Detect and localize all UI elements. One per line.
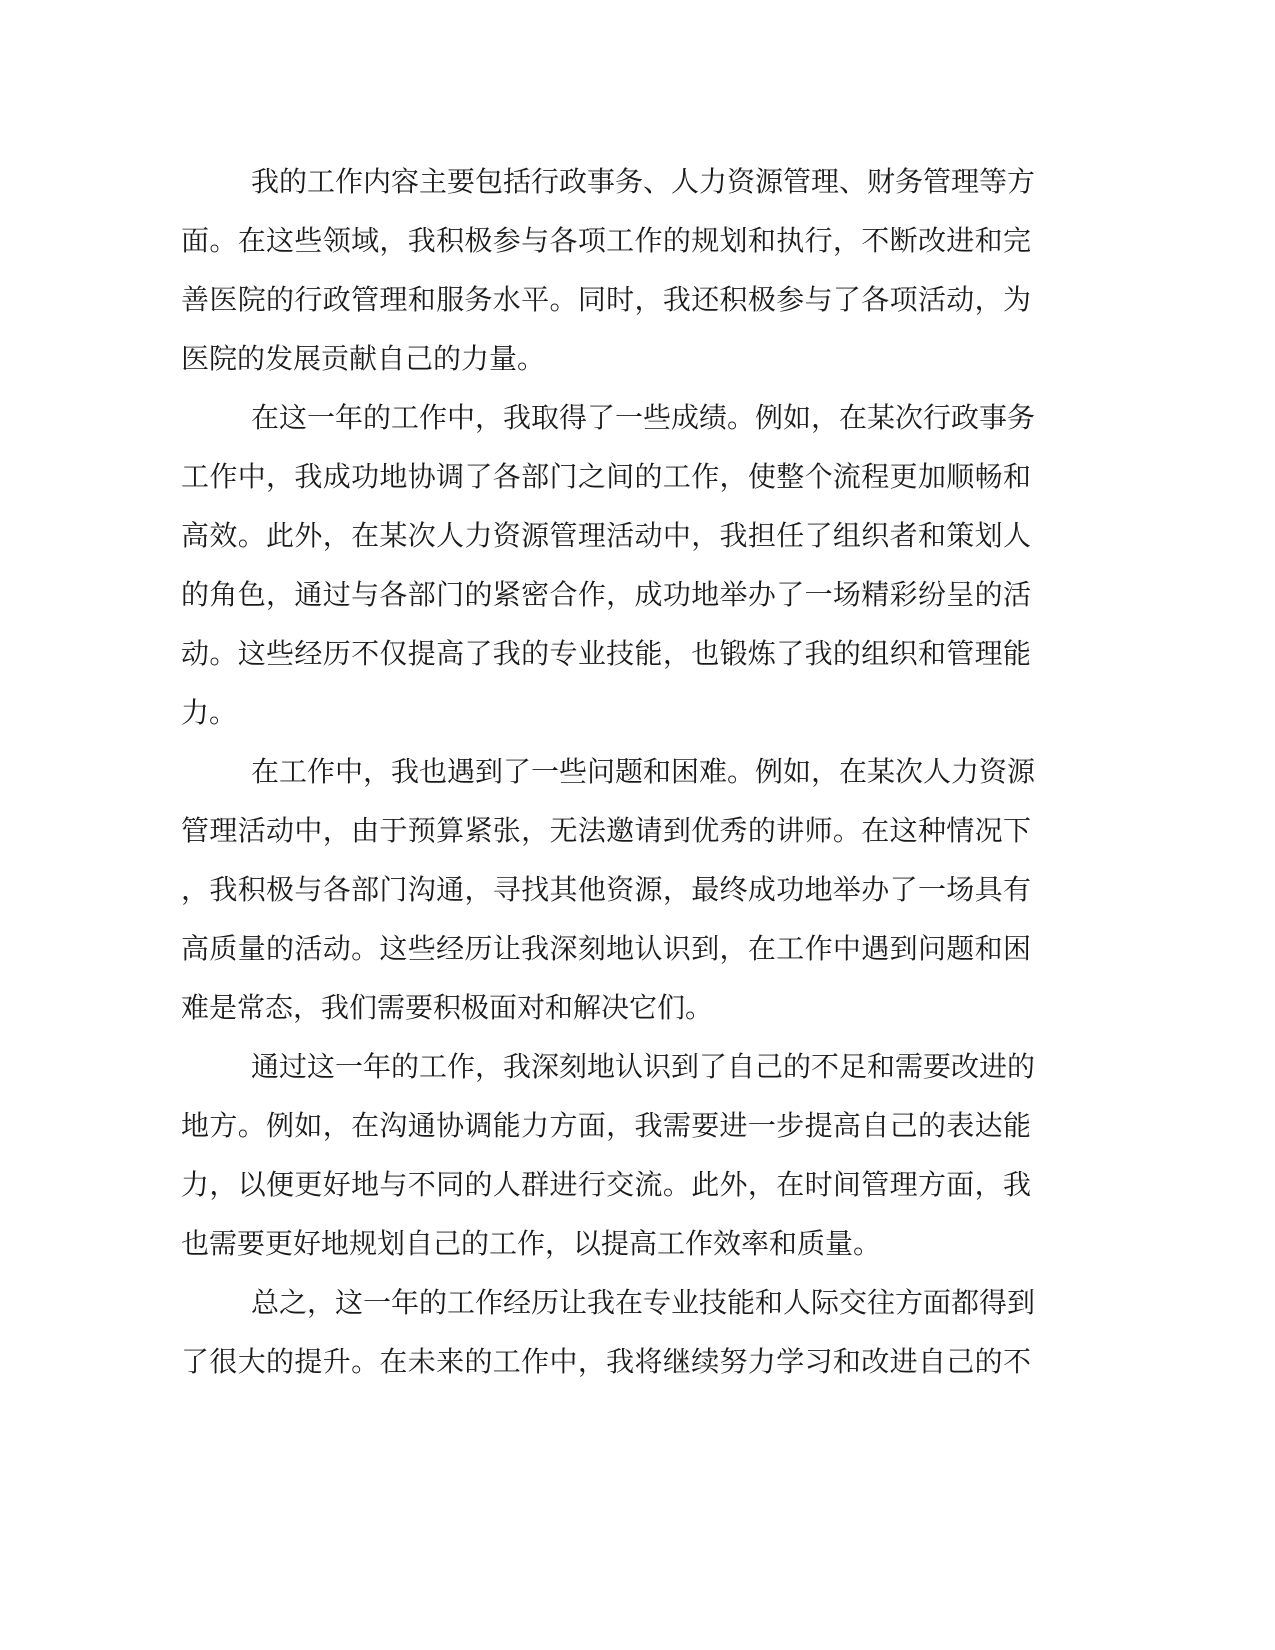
text-line: 面。在这些领域，我积极参与各项工作的规划和执行，不断改进和完 bbox=[181, 224, 1031, 257]
text-line: 地方。例如，在沟通协调能力方面，我需要进一步提高自己的表达能 bbox=[181, 1109, 1031, 1142]
text-line: 工作中，我成功地协调了各部门之间的工作，使整个流程更加顺畅和 bbox=[181, 460, 1031, 493]
text-line: 管理活动中，由于预算紧张，无法邀请到优秀的讲师。在这种情况下 bbox=[181, 814, 1031, 847]
text-line: 在这一年的工作中，我取得了一些成绩。例如，在某次行政事务 bbox=[251, 401, 1036, 434]
text-line: 医院的发展贡献自己的力量。 bbox=[181, 342, 546, 375]
text-line: 我的工作内容主要包括行政事务、人力资源管理、财务管理等方 bbox=[251, 165, 1036, 198]
text-line: 力，以便更好地与不同的人群进行交流。此外，在时间管理方面，我 bbox=[181, 1168, 1031, 1201]
text-line: 总之，这一年的工作经历让我在专业技能和人际交往方面都得到 bbox=[251, 1286, 1036, 1319]
text-line: 力。 bbox=[181, 696, 238, 729]
text-line: 善医院的行政管理和服务水平。同时，我还积极参与了各项活动，为 bbox=[181, 283, 1031, 316]
text-line: 的角色，通过与各部门的紧密合作，成功地举办了一场精彩纷呈的活 bbox=[181, 578, 1031, 611]
text-line: 高质量的活动。这些经历让我深刻地认识到，在工作中遇到问题和困 bbox=[181, 932, 1031, 965]
text-line: 动。这些经历不仅提高了我的专业技能，也锻炼了我的组织和管理能 bbox=[181, 637, 1031, 670]
text-line: 也需要更好地规划自己的工作，以提高工作效率和质量。 bbox=[181, 1227, 882, 1260]
text-line: 了很大的提升。在未来的工作中，我将继续努力学习和改进自己的不 bbox=[181, 1345, 1031, 1378]
text-line: 在工作中，我也遇到了一些问题和困难。例如，在某次人力资源 bbox=[251, 755, 1036, 788]
text-line: ，我积极与各部门沟通，寻找其他资源，最终成功地举办了一场具有 bbox=[181, 873, 1031, 906]
text-line: 高效。此外，在某次人力资源管理活动中，我担任了组织者和策划人 bbox=[181, 519, 1031, 552]
text-line: 难是常态，我们需要积极面对和解决它们。 bbox=[181, 991, 714, 1024]
text-line: 通过这一年的工作，我深刻地认识到了自己的不足和需要改进的 bbox=[251, 1050, 1036, 1083]
